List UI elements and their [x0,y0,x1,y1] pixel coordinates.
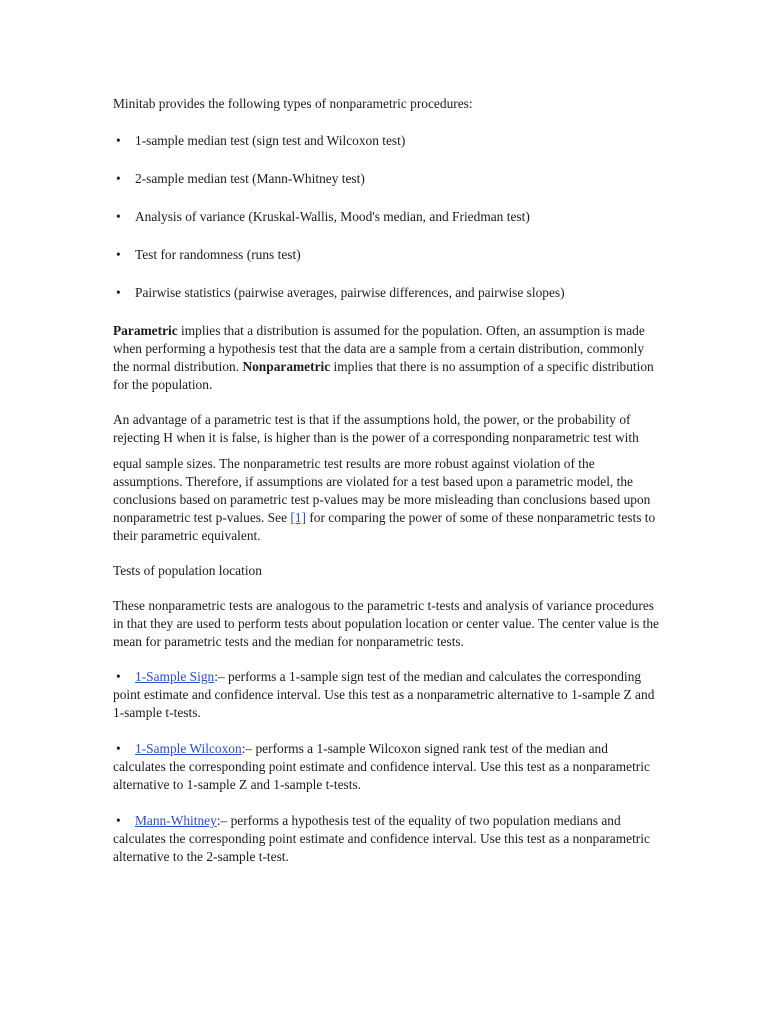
advantage-paragraph [113,411,661,545]
advantage-text-middle: when it is false, is higher than is the power of a corresponding nonparametric test with equal sample sizes. The nonparametric test results are more robust against violation of the assumptions. Therefore, if assumptions are violated for a test based upon a parametric model, the conclusions based on parametric test p-values may be more misleading than conclusions based upon nonparametric test p-values. See [113,430,651,525]
bullet-icon: • [116,209,121,224]
list-item [113,132,661,150]
nonparametric-definition: implies that there is no assumption of a specific distribution for the population. [113,359,654,392]
list-item-text: Analysis of variance (Kruskal-Wallis, Mood's median, and Friedman test) [135,209,530,224]
intro-text: Minitab provides the following types of nonparametric procedures: [113,96,473,111]
test-list [113,668,661,866]
parametric-paragraph [113,322,661,394]
list-item-text: Test for randomness (runs test) [135,247,301,262]
list-item [113,668,661,722]
nonparametric-term: Nonparametric [242,359,331,374]
list-item [113,246,661,264]
procedure-list [113,132,661,302]
bullet-icon: • [116,285,121,300]
wilcoxon-test-description: :– performs a 1-sample Wilcoxon signed rank test of the median and calculates the corresponding point estimate and confidence interval. Use this test as a nonparametric alternative to 1-sample Z and 1-sample t-tests. [113,740,650,792]
bullet-icon: • [116,812,121,828]
list-item [113,208,661,226]
list-item [113,170,661,188]
list-item [113,812,661,866]
advantage-text-start: An advantage of a parametric test is that if the assumptions hold, the power, or the probability of rejecting H [113,412,631,445]
list-item-text: Pairwise statistics (pairwise averages, pairwise differences, and pairwise slopes) [135,285,565,300]
bullet-icon: • [116,668,121,684]
list-item [113,284,661,302]
mann-whitney-link[interactable]: Mann-Whitney [135,812,217,828]
advantage-text-end: for comparing the power of some of these nonparametric tests to their parametric equivalent. [113,509,656,543]
bullet-icon: • [116,740,121,756]
parametric-term: Parametric [113,323,178,338]
wilcoxon-test-link[interactable]: 1-Sample Wilcoxon [135,740,242,756]
list-item-text: 1-sample median test (sign test and Wilcoxon test) [135,133,406,148]
sign-test-description: :– performs a 1-sample sign test of the median and calculates the corresponding point estimate and confidence interval. Use this test as a nonparametric alternative to 1-sample Z and 1-sample t-tests. [113,668,655,720]
section-heading: Tests of population location [113,562,262,578]
location-tests-paragraph: These nonparametric tests are analogous to the parametric t-tests and analysis of variance procedures in that they are used to perform tests about population location or center value. The center value is the mean for parametric tests and the median for nonparametric tests. [113,597,659,649]
list-item-text: 2-sample median test (Mann-Whitney test) [135,171,365,186]
bullet-icon: • [116,133,121,148]
sign-test-link[interactable]: 1-Sample Sign [135,668,215,684]
list-item [113,740,661,794]
bullet-icon: • [116,171,121,186]
document-page [113,95,661,884]
reference-link[interactable]: [1] [290,509,306,525]
bullet-icon: • [116,247,121,262]
parametric-definition: implies that a distribution is assumed for the population. Often, an assumption is made when performing a hypothesis test that the data are a sample from a certain distribution, commonly the normal distribution. [113,323,645,374]
mann-whitney-description: :– performs a hypothesis test of the equality of two population medians and calculates the corresponding point estimate and confidence interval. Use this test as a nonparametric alternative to the 2-sample t-test. [113,812,650,864]
